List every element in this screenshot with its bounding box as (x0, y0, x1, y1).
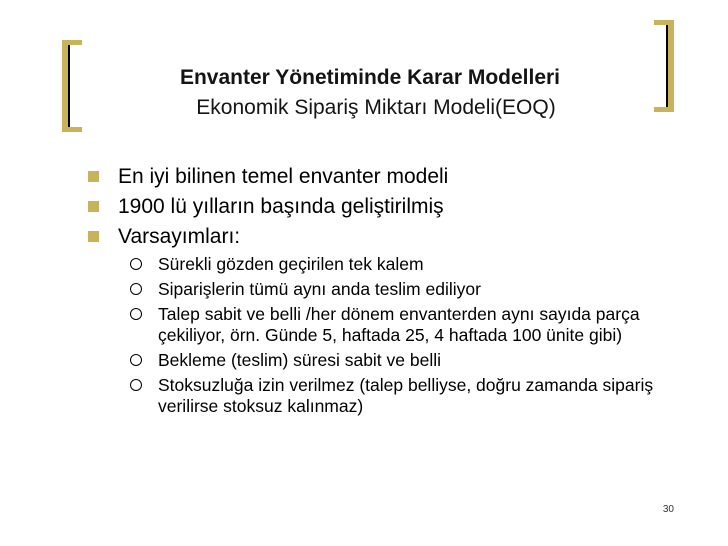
sub-bullet-text: Bekleme (teslim) süresi sabit ve belli (158, 350, 442, 370)
bullet-text: Varsayımları: (118, 225, 241, 248)
sub-bullet-text: Sürekli gözden geçirilen tek kalem (158, 254, 424, 274)
slide-title: Envanter Yönetiminde Karar Modelleri (179, 66, 561, 89)
sub-bullet-item (130, 279, 698, 300)
page-number: 30 (662, 504, 674, 515)
square-bullet-icon (88, 171, 99, 182)
bullet-item (88, 162, 698, 192)
sub-bullet-text: Stoksuzluğa izin verilmez (talep belliyse, doğru zamanda sipariş verilirse stoksuz kalınmaz) (158, 375, 654, 416)
bullet-item (88, 192, 698, 222)
circle-bullet-icon (130, 379, 142, 391)
circle-bullet-icon (130, 308, 142, 320)
slide-subtitle: Ekonomik Sipariş Miktarı Modeli(EOQ) (196, 96, 556, 119)
circle-bullet-icon (130, 354, 142, 366)
sub-bullet-list (130, 254, 698, 417)
square-bullet-icon (88, 201, 99, 212)
sub-bullet-item (130, 350, 698, 371)
sub-bullet-text: Siparişlerin tümü aynı anda teslim ediliyor (158, 279, 481, 299)
left-bracket-decoration (62, 40, 84, 132)
circle-bullet-icon (130, 258, 142, 270)
bullet-list (88, 162, 698, 421)
sub-bullet-item (130, 254, 698, 275)
sub-bullet-item (130, 375, 698, 417)
sub-bullet-item (130, 304, 698, 346)
bullet-item (88, 222, 698, 252)
bullet-text: En iyi bilinen temel envanter modeli (118, 165, 449, 188)
right-bracket-decoration (654, 20, 676, 112)
sub-bullet-text: Talep sabit ve belli /her dönem envanterden aynı sayıda parça çekiliyor, örn. Günde 5, haftada 25, 4 haftada 100 ünite gibi) (158, 304, 640, 345)
bullet-text: 1900 lü yılların başında geliştirilmiş (118, 195, 444, 218)
square-bullet-icon (88, 231, 99, 242)
circle-bullet-icon (130, 283, 142, 295)
